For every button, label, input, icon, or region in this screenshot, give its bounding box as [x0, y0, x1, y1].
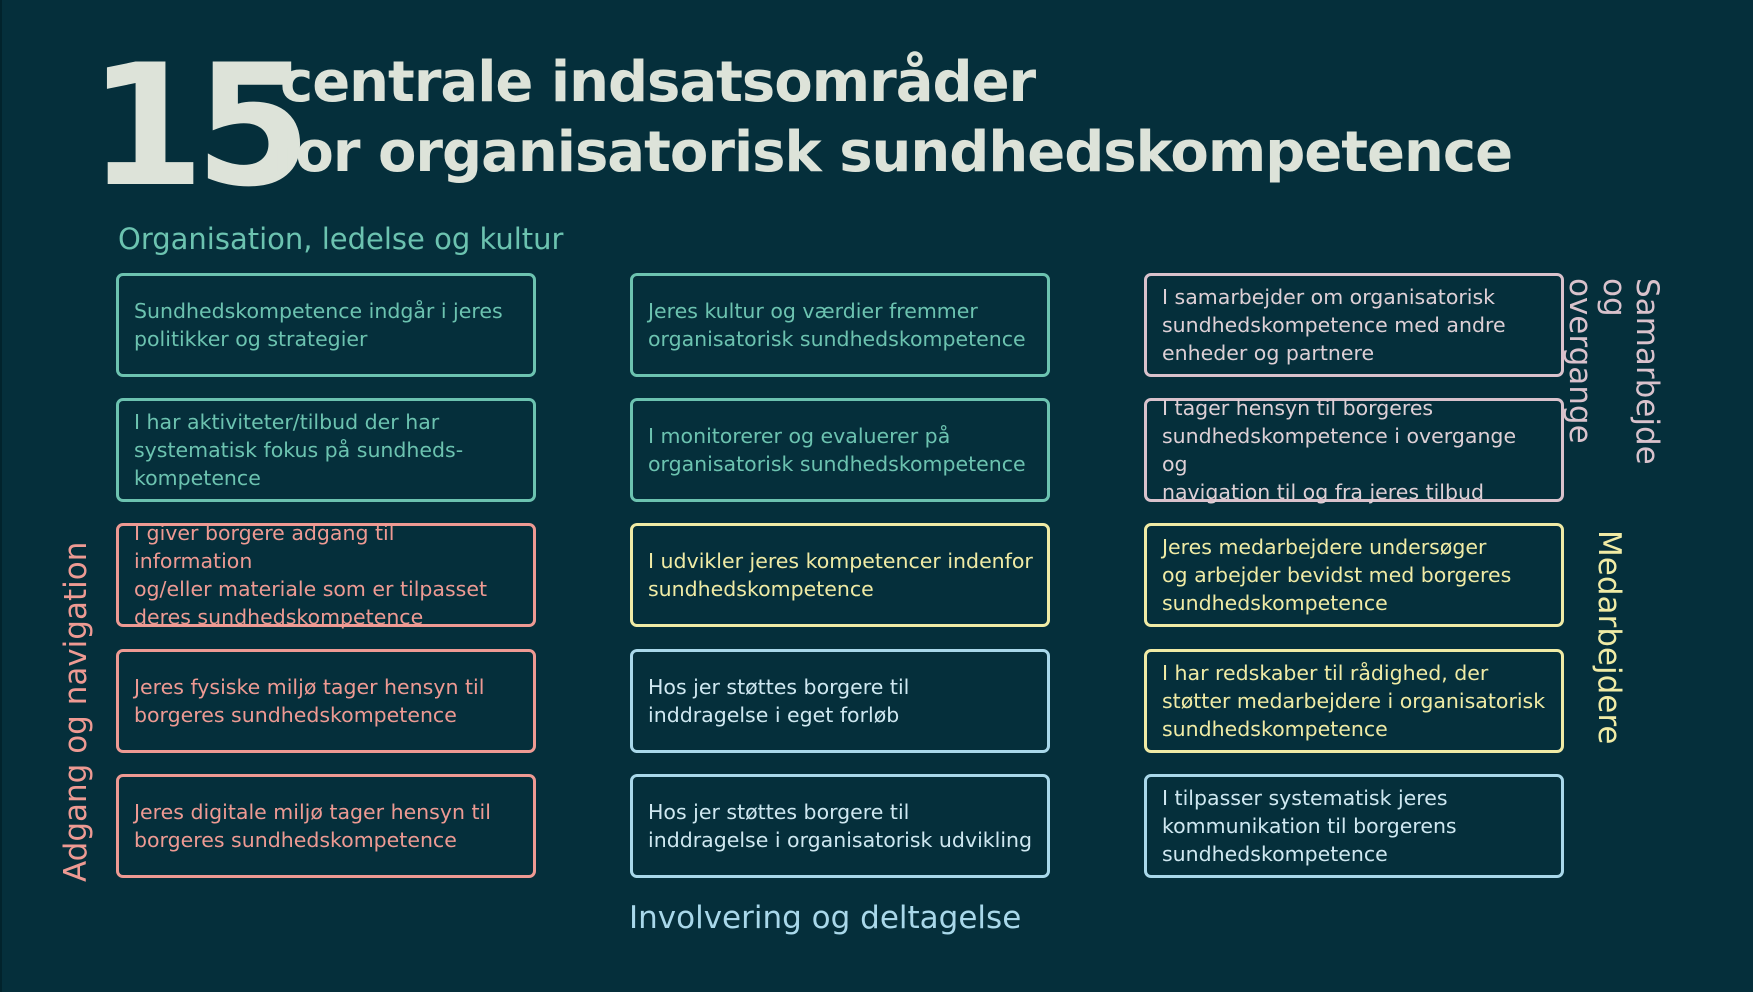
area-box-overgange [1144, 398, 1564, 502]
area-box-kommunikation [1144, 774, 1564, 878]
area-box-text: Jeres kultur og værdier fremmer organisatorisk sundhedskompetence [648, 299, 1026, 351]
area-box-information [116, 523, 536, 627]
area-box-kompetencer [630, 523, 1050, 627]
area-box-text: Hos jer støttes borgere til inddragelse i eget forløb [648, 675, 910, 727]
category-organisation-label: Organisation, ledelse og kultur [118, 222, 564, 256]
area-box-text: I tilpasser systematisk jeres kommunikation til borgerens sundhedskompetence [1162, 786, 1457, 866]
area-box-text: Hos jer støttes borgere til inddragelse i organisatorisk udvikling [648, 800, 1033, 852]
category-medarbejdere-label: Medarbejdere [1591, 530, 1627, 745]
area-box-text: I udvikler jeres kompetencer indenfor sundhedskompetence [648, 549, 1033, 601]
area-box-text: Jeres digitale miljø tager hensyn til borgeres sundhedskompetence [134, 800, 491, 852]
area-box-text: I giver borgere adgang til information og/eller materiale som er tilpasset deres sundhedskompetence [134, 521, 487, 629]
area-box-text: I monitorerer og evaluerer på organisatorisk sundhedskompetence [648, 424, 1026, 476]
title-line-2: for organisatorisk sundhedskompetence [272, 120, 1513, 185]
area-box-politikker [116, 273, 536, 377]
category-involvering-label: Involvering og deltagelse [629, 900, 1022, 936]
area-box-text: Jeres fysiske miljø tager hensyn til borgeres sundhedskompetence [134, 675, 485, 727]
category-adgang-label: Adgang og navigation [58, 541, 94, 882]
area-box-text: Jeres medarbejdere undersøger og arbejder bevidst med borgeres sundhedskompetence [1162, 535, 1512, 615]
area-box-samarbejde [1144, 273, 1564, 377]
area-box-fysiske-miljo [116, 649, 536, 753]
area-box-text: Sundhedskompetence indgår i jeres politikker og strategier [134, 299, 503, 351]
area-box-organisatorisk-udvikling [630, 774, 1050, 878]
area-box-medarbejdere-undersoger [1144, 523, 1564, 627]
area-box-redskaber [1144, 649, 1564, 753]
title-line-1: centrale indsatsområder [280, 50, 1036, 115]
title-number: 15 [88, 28, 302, 224]
area-box-digitale-miljo [116, 774, 536, 878]
left-edge-line [0, 0, 2, 992]
area-box-text: I samarbejder om organisatorisk sundhedskompetence med andre enheder og partnere [1162, 285, 1506, 365]
area-box-text: I tager hensyn til borgeres sundhedskompetence i overgange og navigation til og fra jeres tilbud [1162, 396, 1517, 504]
area-box-eget-forlob [630, 649, 1050, 753]
area-box-aktiviteter [116, 398, 536, 502]
area-box-monitorering [630, 398, 1050, 502]
area-box-text: I har aktiviteter/tilbud der har systematisk fokus på sundheds- kompetence [134, 410, 464, 490]
area-box-text: I har redskaber til rådighed, der støtter medarbejdere i organisatorisk sundhedskompetence [1162, 661, 1546, 741]
area-box-kultur [630, 273, 1050, 377]
category-samarbejde-label: Samarbejde og overgange [1562, 278, 1665, 465]
